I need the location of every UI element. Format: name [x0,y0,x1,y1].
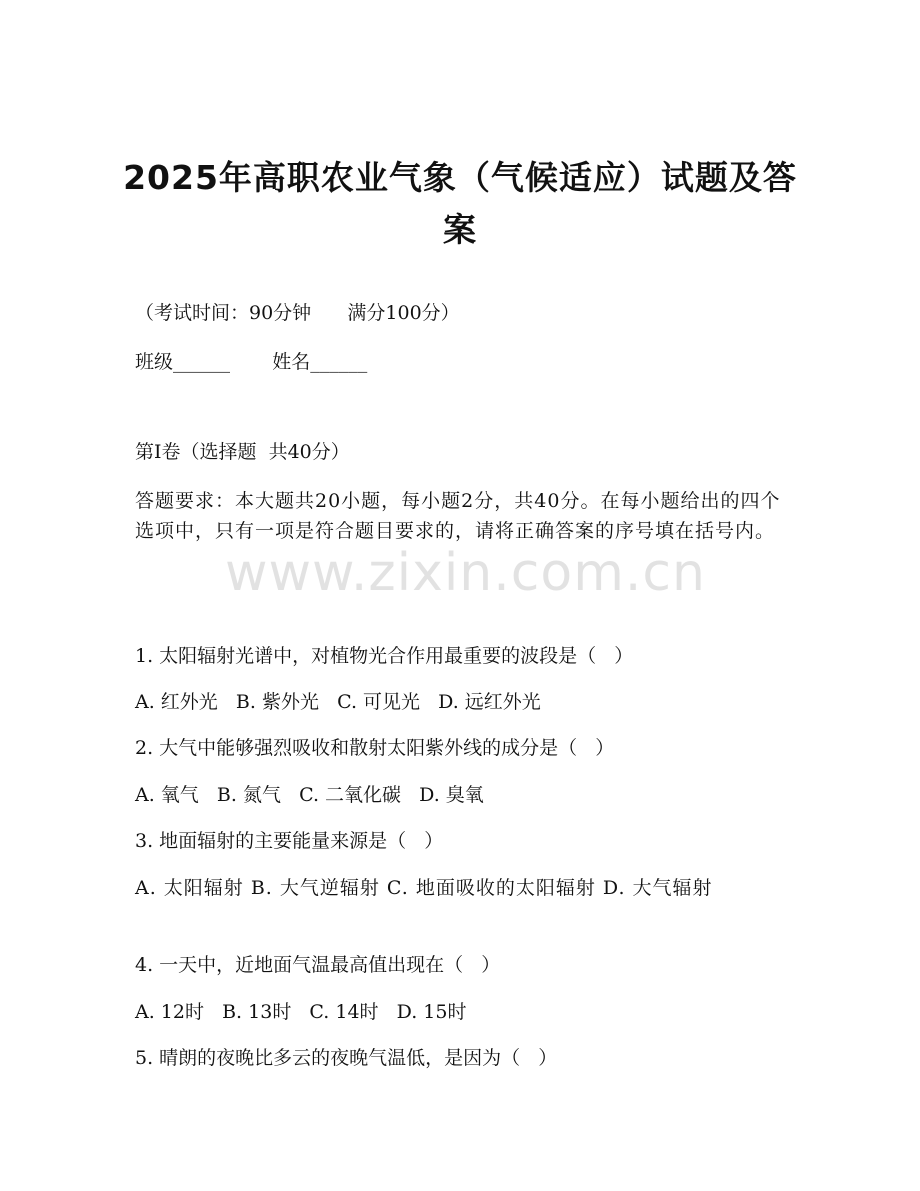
question-3-stem: 3. 地面辐射的主要能量来源是（ ） [135,830,444,852]
question-1-options: A. 红外光 B. 紫外光 C. 可见光 D. 远红外光 [135,691,541,713]
question-2-stem: 2. 大气中能够强烈吸收和散射太阳紫外线的成分是（ ） [135,737,615,759]
section-heading: 第Ⅰ卷（选择题 共40分） [135,441,350,463]
question-4-options: A. 12时 B. 13时 C. 14时 D. 15时 [135,1001,467,1023]
question-2-options: A. 氧气 B. 氮气 C. 二氧化碳 D. 臭氧 [135,784,484,806]
question-5-stem: 5. 晴朗的夜晚比多云的夜晚气温低，是因为（ ） [135,1047,558,1069]
instructions-paragraph: 答题要求：本大题共20小题，每小题2分，共40分。在每小题给出的四个选项中，只有一项是符合题目要求的，请将正确答案的序号填在括号内。 [135,490,781,542]
watermark: www.zixin.com.cn [225,543,706,603]
question-3-options: A. 太阳辐射 B. 大气逆辐射 C. 地面吸收的太阳辐射 D. 大气辐射 [135,877,713,899]
document-title: 2025年高职农业气象（气候适应）试题及答案 [123,158,797,249]
question-1-stem: 1. 太阳辐射光谱中，对植物光合作用最重要的波段是（ ） [135,645,634,667]
exam-info: （考试时间：90分钟 满分100分） [135,302,460,324]
question-4-stem: 4. 一天中，近地面气温最高值出现在（ ） [135,954,501,976]
student-fields: 班级______ 姓名______ [135,351,368,373]
